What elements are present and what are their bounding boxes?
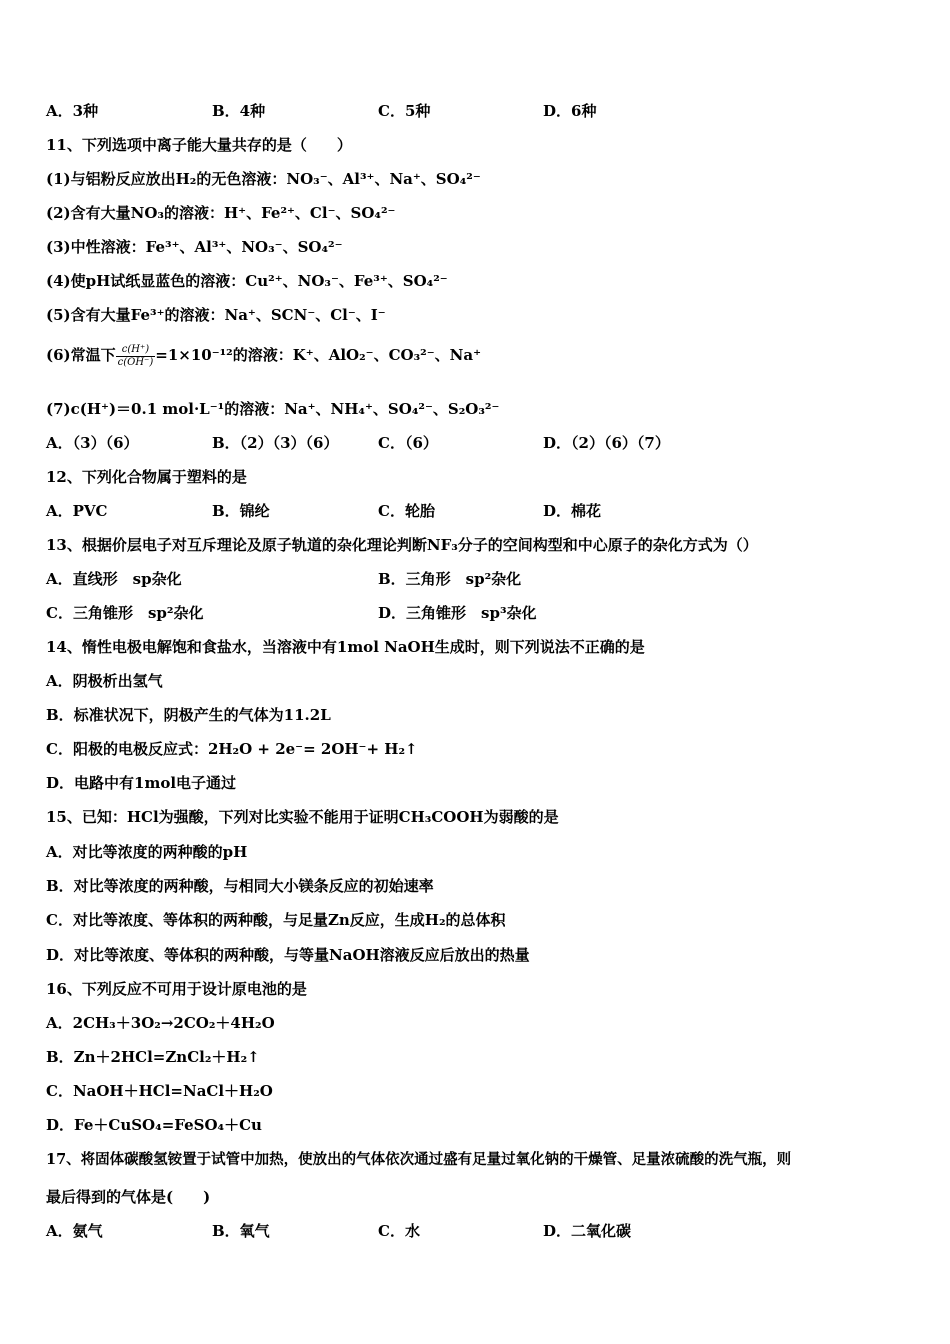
q14-option-c: C．阳极的电极反应式：2H₂O + 2e⁻= 2OH⁻+ H₂↑ [46, 740, 418, 758]
q14-option-a: A．阴极析出氢气 [46, 672, 163, 690]
fraction-numerator: c(H⁺) [116, 344, 156, 357]
q10-option-d: D．6种 [543, 102, 597, 120]
q11-stem: 11、下列选项中离子能大量共存的是（ ） [46, 136, 352, 154]
q13-option-c: C．三角锥形 sp²杂化 [46, 604, 204, 622]
q10-option-b: B．4种 [212, 102, 266, 120]
q11-option-a: A．（3）（6） [46, 434, 139, 452]
q17-stem-line-2: 最后得到的气体是( ) [46, 1188, 211, 1206]
q11-item-1: (1)与铝粉反应放出H₂的无色溶液：NO₃⁻、Al³⁺、Na⁺、SO₄²⁻ [46, 170, 481, 188]
q11-item-4: (4)使pH试纸显蓝色的溶液：Cu²⁺、NO₃⁻、Fe³⁺、SO₄²⁻ [46, 272, 448, 290]
q13-stem: 13、根据价层电子对互斥理论及原子轨道的杂化理论判断NF₃分子的空间构型和中心原子的杂化方式为（） [46, 536, 758, 554]
q14-stem: 14、惰性电极电解饱和食盐水，当溶液中有1mol NaOH生成时，则下列说法不正确的是 [46, 638, 645, 656]
concentration-fraction [116, 344, 156, 369]
q11-item-6-suffix: =1×10⁻¹²的溶液：K⁺、AlO₂⁻、CO₃²⁻、Na⁺ [155, 346, 482, 364]
fraction-denominator: c(OH⁻) [117, 356, 154, 368]
q11-item-5: (5)含有大量Fe³⁺的溶液：Na⁺、SCN⁻、Cl⁻、I⁻ [46, 306, 386, 324]
q12-option-a: A．PVC [46, 502, 108, 520]
q14-option-b: B．标准状况下，阴极产生的气体为11.2L [46, 706, 331, 724]
q17-option-d: D．二氧化碳 [543, 1222, 632, 1240]
q16-option-a: A．2CH₃＋3O₂→2CO₂＋4H₂O [46, 1014, 275, 1032]
q17-option-b: B．氧气 [212, 1222, 270, 1240]
q15-option-c: C．对比等浓度、等体积的两种酸，与足量Zn反应，生成H₂的总体积 [46, 911, 506, 929]
q10-option-a: A．3种 [46, 102, 99, 120]
q12-option-b: B．锦纶 [212, 502, 270, 520]
q11-item-6-prefix: (6)常温下 [46, 346, 116, 364]
q11-option-d: D．（2）（6）（7） [543, 434, 670, 452]
q16-stem: 16、下列反应不可用于设计原电池的是 [46, 980, 307, 998]
q17-stem-line-1: 17、将固体碳酸氢铵置于试管中加热，使放出的气体依次通过盛有足量过氧化钠的干燥管、足量浓硫酸的洗气瓶，则 [46, 1151, 792, 1168]
q15-stem: 15、已知：HCl为强酸，下列对比实验不能用于证明CH₃COOH为弱酸的是 [46, 808, 559, 826]
q15-option-d: D．对比等浓度、等体积的两种酸，与等量NaOH溶液反应后放出的热量 [46, 946, 530, 964]
q11-item-3: (3)中性溶液：Fe³⁺、Al³⁺、NO₃⁻、SO₄²⁻ [46, 238, 343, 256]
q13-option-a: A．直线形 sp杂化 [46, 570, 182, 588]
q11-item-7: (7)c(H⁺)＝0.1 mol·L⁻¹的溶液：Na⁺、NH₄⁺、SO₄²⁻、S₂O₃²⁻ [46, 400, 500, 418]
q14-option-d: D．电路中有1mol电子通过 [46, 774, 237, 792]
q12-stem: 12、下列化合物属于塑料的是 [46, 468, 247, 486]
q11-item-2: (2)含有大量NO₃的溶液：H⁺、Fe²⁺、Cl⁻、SO₄²⁻ [46, 204, 396, 222]
q15-option-a: A．对比等浓度的两种酸的pH [46, 843, 248, 861]
q11-option-b: B．（2）（3）（6） [212, 434, 339, 452]
q16-option-c: C．NaOH＋HCl=NaCl＋H₂O [46, 1082, 273, 1100]
q16-option-d: D．Fe＋CuSO₄=FeSO₄＋Cu [46, 1116, 262, 1134]
q10-option-c: C．5种 [378, 102, 431, 120]
q13-option-b: B．三角形 sp²杂化 [378, 570, 522, 588]
q16-option-b: B．Zn＋2HCl=ZnCl₂＋H₂↑ [46, 1048, 260, 1066]
q11-option-c: C．（6） [378, 434, 438, 452]
q11-item-6 [46, 341, 481, 369]
q17-option-c: C．水 [378, 1222, 420, 1240]
q15-option-b: B．对比等浓度的两种酸，与相同大小镁条反应的初始速率 [46, 877, 434, 895]
q13-option-d: D．三角锥形 sp³杂化 [378, 604, 537, 622]
q12-option-d: D．棉花 [543, 502, 602, 520]
q17-option-a: A．氨气 [46, 1222, 103, 1240]
q12-option-c: C．轮胎 [378, 502, 435, 520]
